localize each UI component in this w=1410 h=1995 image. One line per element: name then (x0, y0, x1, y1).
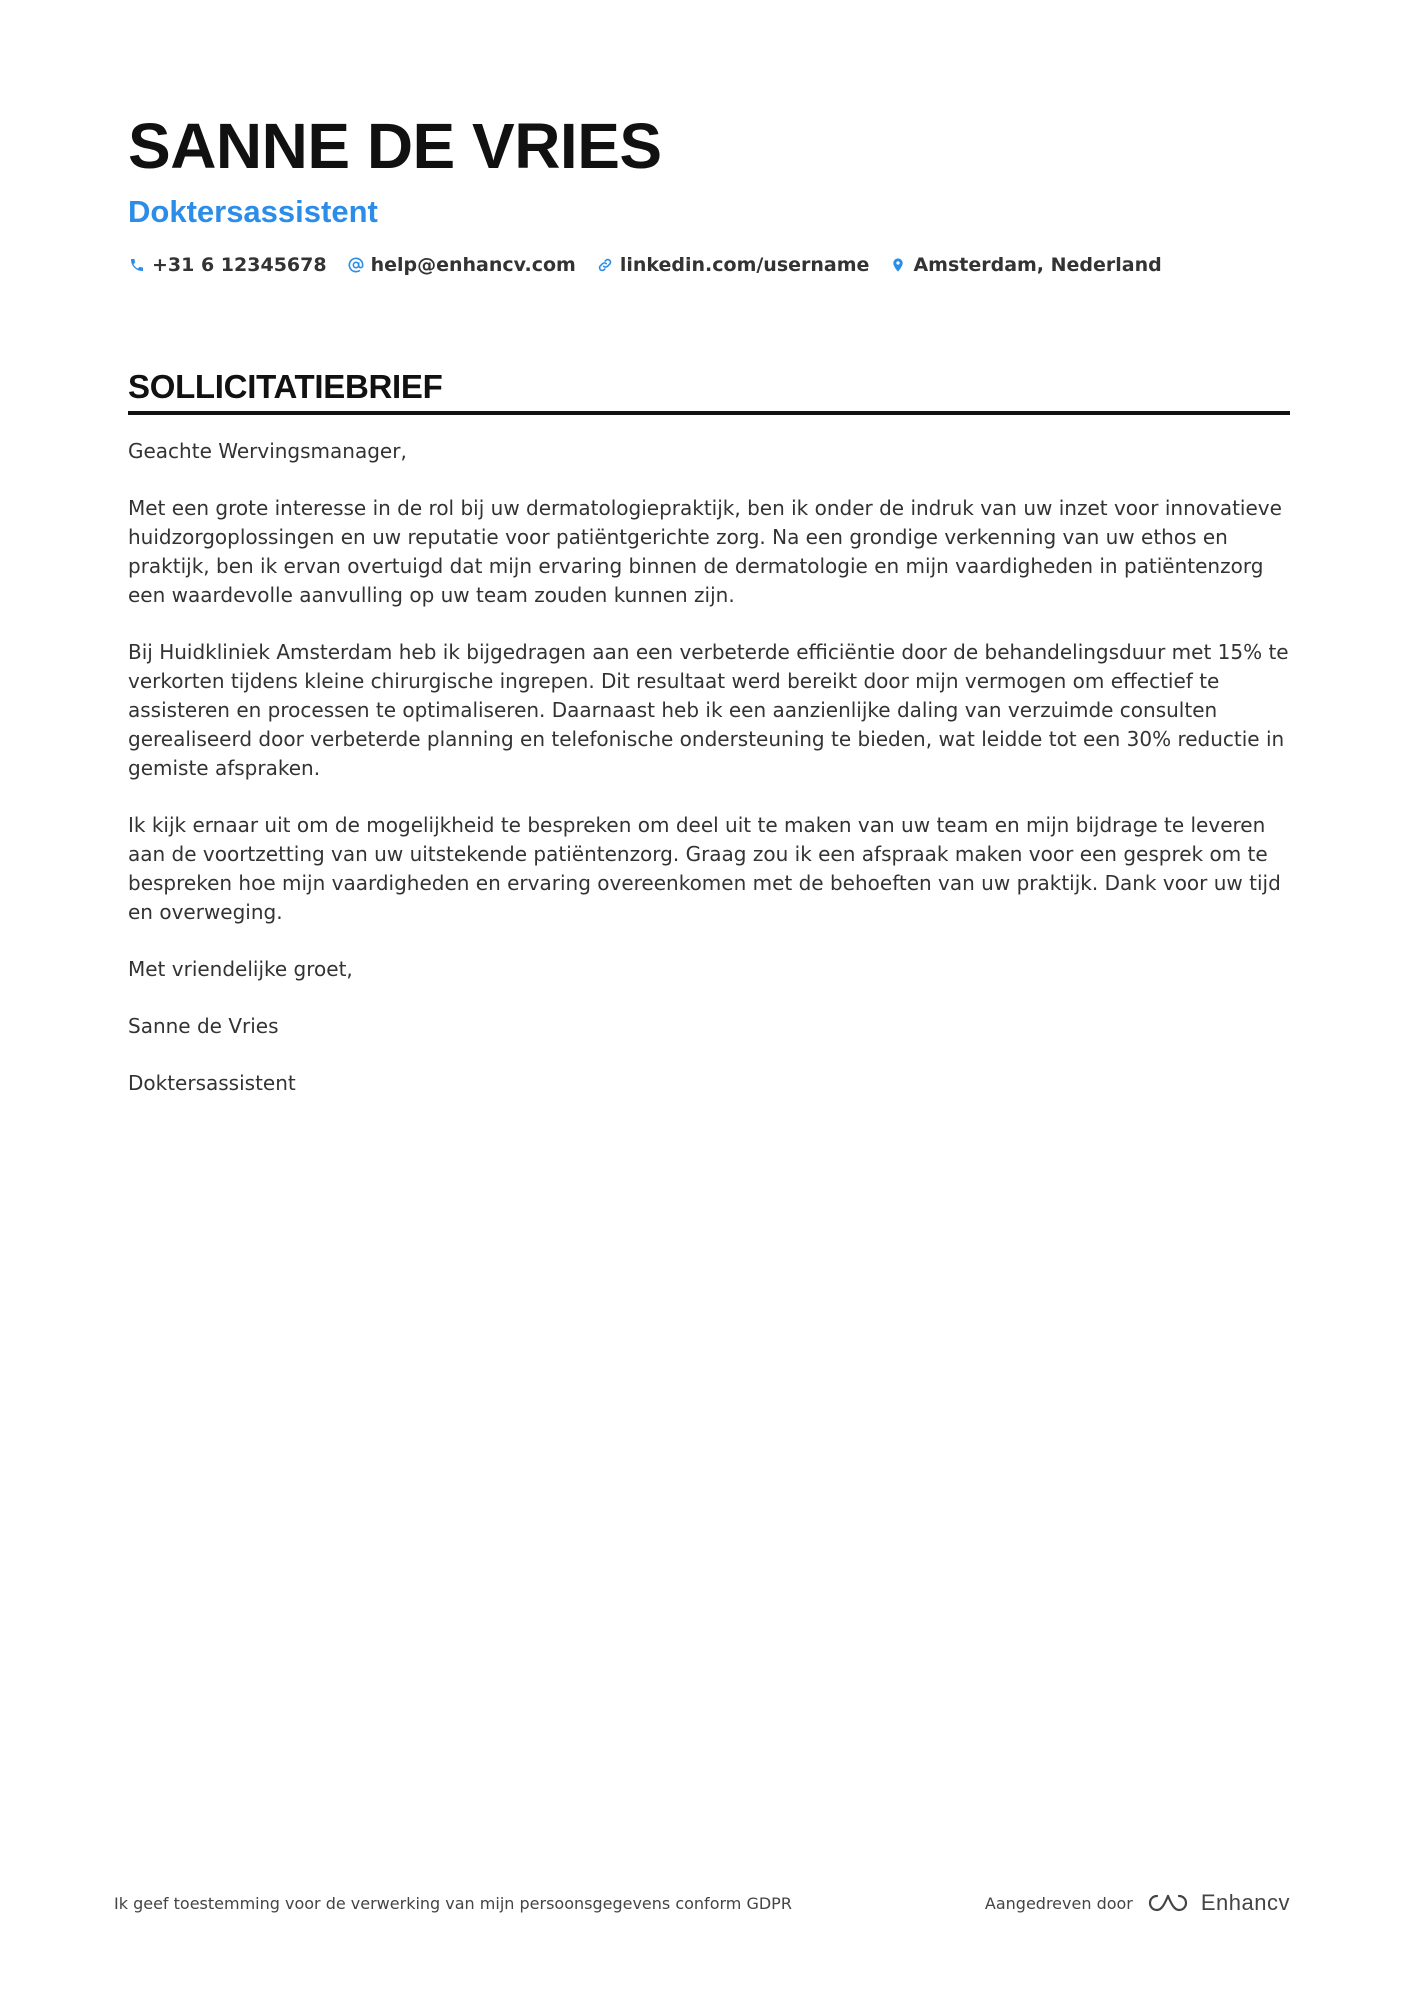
letter-body (128, 437, 1290, 1098)
contact-linkedin-text[interactable]: linkedin.com/username (619, 254, 870, 276)
header (128, 108, 1288, 276)
contact-info (128, 254, 1288, 276)
at-icon (347, 256, 365, 274)
enhancv-logo[interactable] (1145, 1890, 1290, 1916)
letter-paragraph: Met een grote interesse in de rol bij uw dermatologiepraktijk, ben ik onder de indruk van uw inzet voor innovatieve huidzorgoplossingen en uw reputatie voor patiëntgerichte zorg. Na een grondige verkenning van uw ethos en praktijk, ben ik ervan overtuigd dat mijn ervaring binnen de dermatologie en mijn vaardigheden in patiëntenzorg een waardevolle aanvulling op uw team zouden kunnen zijn. (128, 496, 1282, 607)
cover-letter-section (128, 366, 1290, 1126)
contact-location-text: Amsterdam, Nederland (913, 254, 1162, 276)
location-pin-icon (889, 256, 907, 274)
phone-icon (128, 256, 146, 274)
signature-title: Doktersassistent (128, 1071, 296, 1095)
gdpr-consent: Ik geef toestemming voor de verwerking van mijn persoonsgegevens conform GDPR (114, 1893, 792, 1913)
section-title: SOLLICITATIEBRIEF (128, 368, 443, 405)
section-divider (128, 411, 1290, 415)
letter-paragraph: Ik kijk ernaar uit om de mogelijkheid te bespreken om deel uit te maken van uw team en mijn bijdrage te leveren aan de voortzetting van uw uitstekende patiëntenzorg. Graag zou ik een afspraak maken voor een gesprek om te bespreken hoe mijn vaardigheden en ervaring overeenkomen met de behoeften van uw praktijk. Dank voor uw tijd en overweging. (128, 813, 1281, 924)
contact-location (889, 254, 1161, 276)
signature-name: Sanne de Vries (128, 1014, 279, 1038)
candidate-name: SANNE DE VRIES (128, 110, 662, 182)
contact-email[interactable] (347, 254, 576, 276)
powered-by-label: Aangedreven door (984, 1893, 1133, 1913)
contact-phone-text: +31 6 12345678 (152, 254, 327, 276)
letter-closing: Met vriendelijke groet, (128, 957, 353, 981)
infinity-logo-icon (1145, 1891, 1191, 1915)
contact-email-text[interactable]: help@enhancv.com (370, 254, 576, 276)
brand-name: Enhancv (1200, 1890, 1290, 1915)
letter-salutation: Geachte Wervingsmanager, (128, 439, 407, 463)
candidate-job-title: Doktersassistent (128, 194, 378, 229)
link-icon (596, 256, 614, 274)
contact-linkedin[interactable] (596, 254, 870, 276)
letter-paragraph: Bij Huidkliniek Amsterdam heb ik bijgedragen aan een verbeterde efficiëntie door de behandelingsduur met 15% te verkorten tijdens kleine chirurgische ingrepen. Dit resultaat werd bereikt door mijn vermogen om effectief te assisteren en processen te optimaliseren. Daarnaast heb ik een aanzienlijke daling van verzuimde consulten gerealiseerd door verbeterde planning en telefonische ondersteuning te bieden, wat leidde tot een 30% reductie in gemiste afspraken. (128, 640, 1289, 780)
powered-by[interactable] (985, 1890, 1290, 1916)
contact-phone (128, 254, 327, 276)
footer (114, 1890, 1290, 1916)
